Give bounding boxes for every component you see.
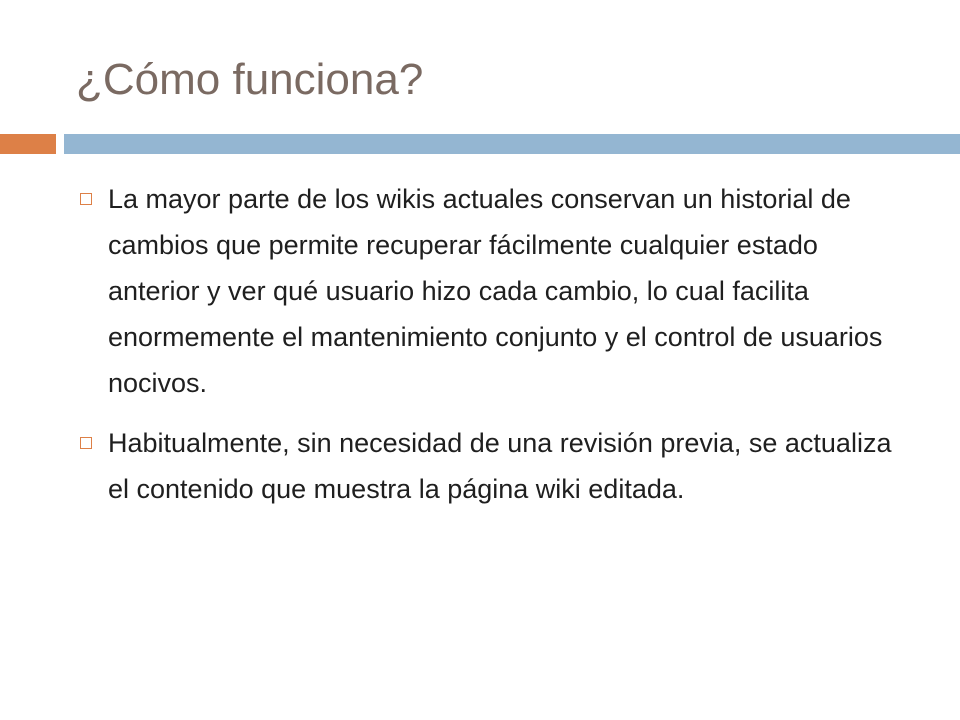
- title-divider-bar: [64, 134, 960, 154]
- list-item: [80, 420, 910, 512]
- title-accent-bar: [0, 134, 56, 154]
- bullet-text: Habitualmente, sin necesidad de una revisión previa, se actualiza el contenido que muestra la página wiki editada.: [108, 428, 892, 504]
- bullet-text: La mayor parte de los wikis actuales conservan un historial de cambios que permite recuperar fácilmente cualquier estado anterior y ver qué usuario hizo cada cambio, lo cual facilita enormemente el mantenimiento conjunto y el control de usuarios nocivos.: [108, 184, 883, 398]
- list-item: [80, 176, 910, 406]
- slide-title: ¿Cómo funciona?: [76, 55, 424, 104]
- hollow-square-icon: [80, 437, 92, 449]
- hollow-square-icon: [80, 193, 92, 205]
- bullet-list: [80, 176, 910, 526]
